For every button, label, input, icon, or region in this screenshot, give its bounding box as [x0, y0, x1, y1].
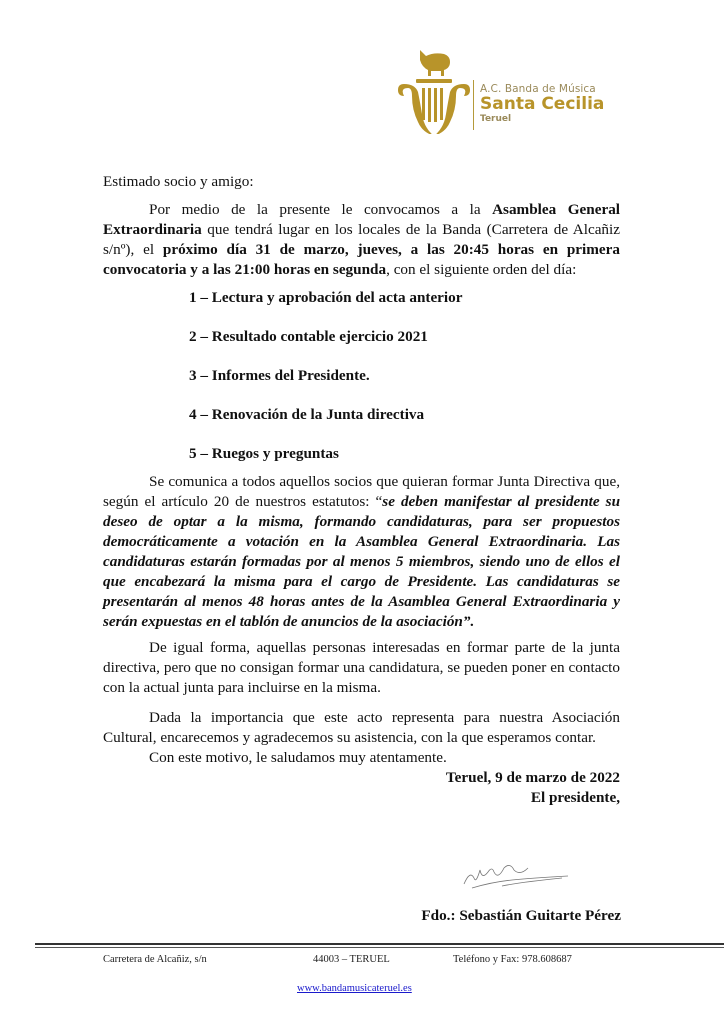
agenda-list [189, 288, 620, 466]
footer-divider [35, 943, 724, 945]
signer-name: Fdo.: Sebastián Guitarte Pérez [421, 907, 621, 924]
importance-paragraph: Dada la importancia que este acto representa para nuestra Asociación Cultural, encarecemos y agradecemos su asistencia, con la que esperamos contar. [103, 709, 620, 746]
agenda-item: 4 – Renovación de la Junta directiva [189, 406, 425, 423]
lyre-bull-icon [398, 46, 470, 134]
greeting: Estimado socio y amigo: [103, 173, 254, 190]
footer-address: Carretera de Alcañiz, s/n [103, 954, 207, 965]
organization-logo [398, 46, 628, 136]
agenda-item: 1 – Lectura y aprobación del acta anterior [189, 289, 463, 306]
signer-role: El presidente, [530, 789, 620, 806]
statutes-quote: se deben manifestar al presidente su deseo de optar a la misma, formando candidaturas, para ser propuestos democráticamente a votación en la Asamblea General Extraordinaria. Las candidaturas estarán formadas por al menos 5 miembros, siendo uno de ellos el que encabezará la misma para el cargo de Presidente. Las candidaturas se presentarán al menos 48 horas antes de la Asamblea General Extraordinaria y serán expuestas en el tablón de anuncios de la asociación”. [103, 493, 621, 630]
footer-phone: Teléfono y Fax: 978.608687 [453, 954, 572, 965]
intro-bold-date: próximo día 31 de marzo, jueves, a las 20:45 horas en primera convocatoria y a las 21:00 horas en segunda [103, 241, 620, 278]
place-date: Teruel, 9 de marzo de 2022 [445, 769, 620, 786]
footer-divider-thin [35, 947, 724, 948]
agenda-item: 5 – Ruegos y preguntas [189, 445, 339, 462]
logo-organization-name: Santa Cecilia [480, 94, 605, 114]
agenda-item: 3 – Informes del Presidente. [189, 367, 370, 384]
agenda-item: 2 – Resultado contable ejercicio 2021 [189, 328, 428, 345]
footer-postal: 44003 – TERUEL [313, 954, 390, 965]
website-link[interactable]: www.bandamusicateruel.es [297, 983, 412, 994]
handwritten-signature [462, 862, 572, 892]
letter-body [103, 172, 620, 808]
intro-text-1: Por medio de la presente le convocamos a la [149, 201, 493, 218]
logo-city: Teruel [480, 114, 512, 124]
closing-line: Con este motivo, le saludamos muy atentamente. [149, 749, 447, 766]
logo-organization-type: A.C. Banda de Música [480, 83, 596, 95]
statutes-intro: Se comunica a todos aquellos socios que quieran formar Junta Directiva que, según el artículo 20 de nuestros estatutos: “ [103, 473, 620, 510]
junta-paragraph: De igual forma, aquellas personas interesadas en formar parte de la junta directiva, pero que no consigan formar una candidatura, se pueden poner en contacto con la actual junta para incluirse en la misma. [103, 639, 620, 696]
logo-text [480, 83, 604, 124]
logo-divider [473, 80, 474, 130]
intro-bold-assembly: Asamblea General Extraordinaria [103, 201, 621, 238]
intro-paragraph [103, 200, 620, 280]
intro-text-2: que tendrá lugar en los locales de la Banda (Carretera de Alcañiz s/nº), el [103, 221, 620, 258]
statutes-paragraph [103, 472, 620, 632]
intro-text-3: , con el siguiente orden del día: [386, 261, 577, 278]
